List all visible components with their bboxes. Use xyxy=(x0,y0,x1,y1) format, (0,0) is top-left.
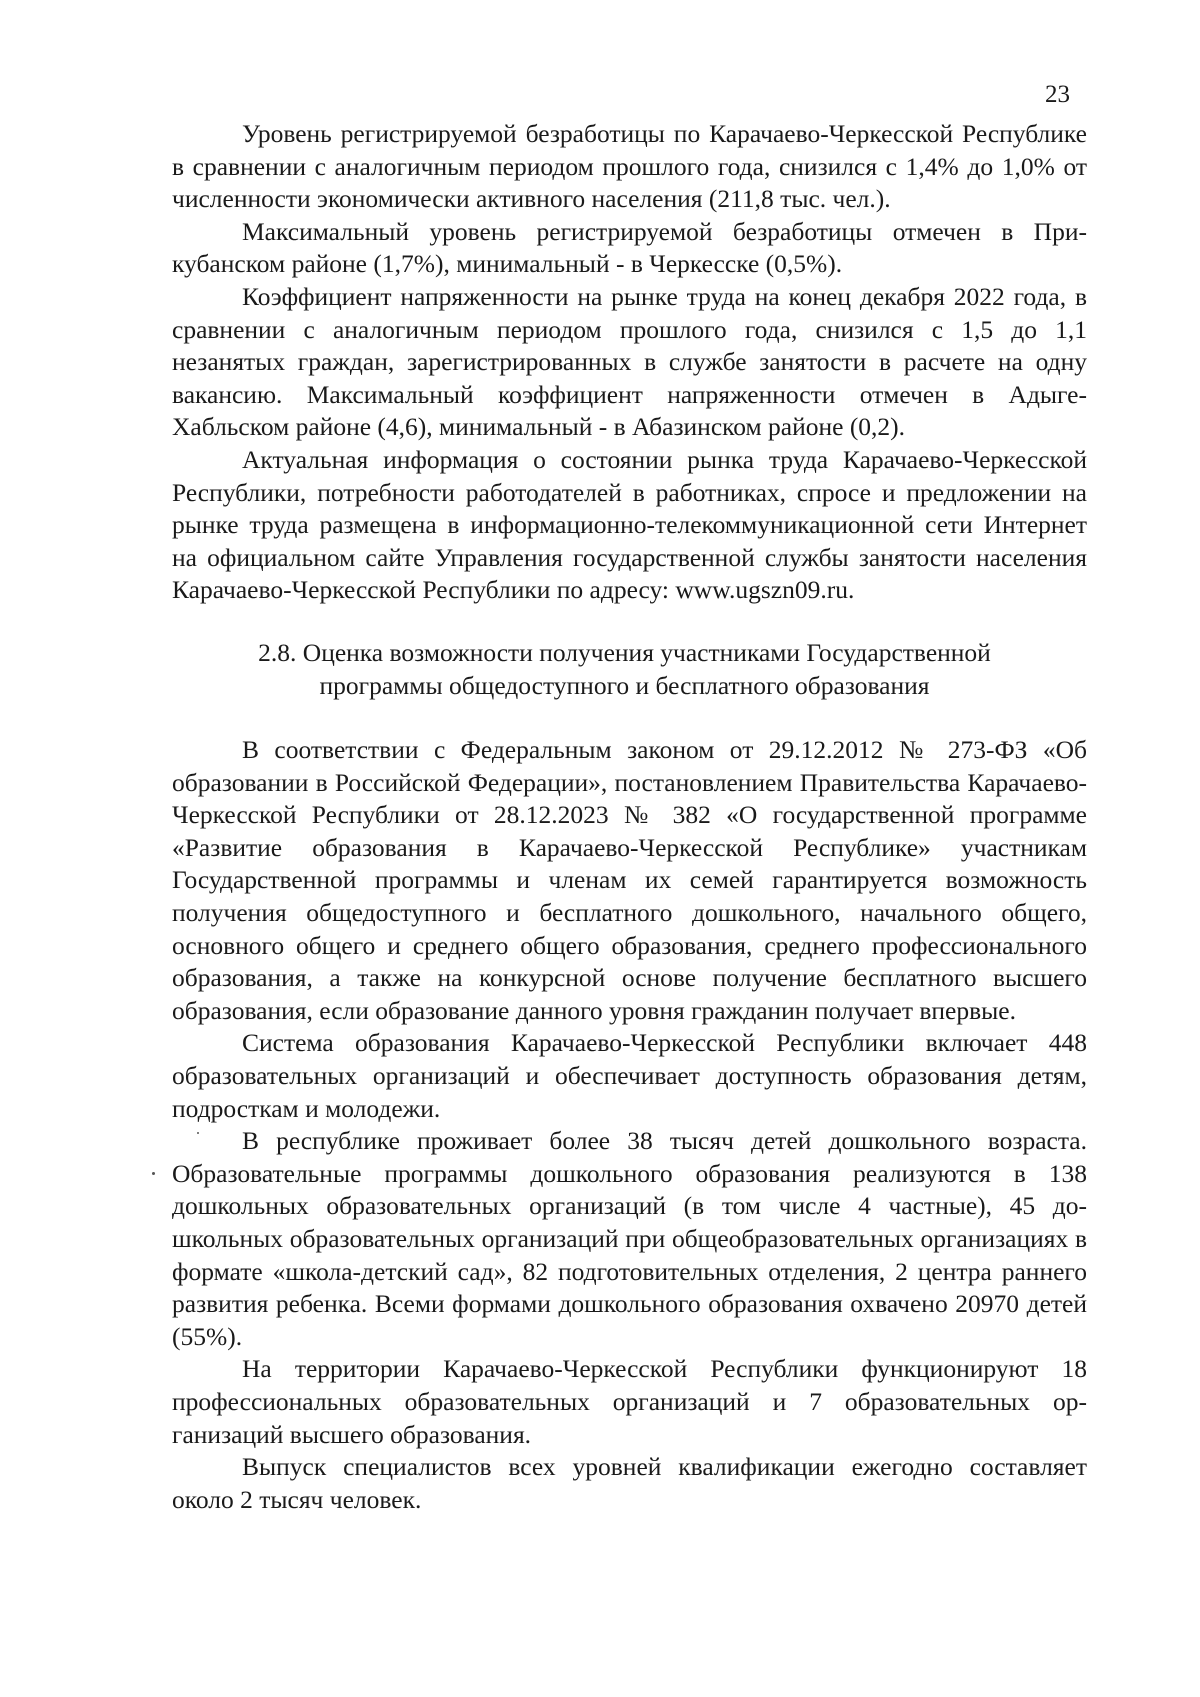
paragraph-max-unemployment: Максимальный уровень регистрируемой безработицы отмечен в Прикубанском районе (1,7%), минимальный - в Черкесске (0,5%). xyxy=(172,216,1087,279)
paragraph-education-law: В соответствии с Федеральным законом от 29.12.2012 № 273-ФЗ «Об образовании в Российской Федерации», постановлением Правительства Карачаево-Черкесской Республики от 28.12.2023 № 382 «О государственной программе «Развитие образования в Карачаево-Черкесской Республике» участникам Государственной программы и членам их семей гарантируется возможность получения общедоступного и бесплатного дошкольного, начального общего, основного общего и среднего общего образования, среднего профессионального образования, а также на конкурсной основе получение бесплатного высшего образования, если образование данного уровня гражданин получает впервые. xyxy=(172,735,1087,1025)
scan-speck xyxy=(152,1172,155,1175)
document-body xyxy=(172,118,1087,1516)
paragraph-tension-coefficient: Коэффициент напряженности на рынке труда на конец декабря 2022 года, в сравнении с аналогичным периодом прошлого года, снизился с 1,5 до 1,1 незанятых граждан, зарегистрированных в службе занятости в расчете на одну вакансию. Максимальный коэффициент напряженности отмечен в Адыге-Хабльском районе (4,6), минимальный - в Абазинском районе (0,2). xyxy=(172,281,1087,442)
paragraph-labor-market-info: Актуальная информация о состоянии рынка труда Карачаево-Черкесской Республики, потребности работодателей в работниках, спросе и предложении на рынке труда размещена в информационно-телекоммуникационной сети Интернет на официальном сайте Управления государственной службы занятости населения Карачаево-Черкесской Республики по адресу: www.ugszn09.ru. xyxy=(172,444,1087,605)
paragraph-preschool: В республике проживает более 38 тысяч детей дошкольного возраста. Образовательные программы дошкольного образования реализуются в 138 дошкольных образовательных организаций (в том числе 4 частные), 45 дошкольных образовательных организаций при общеобразовательных организациях в формате «школа-детский сад», 82 подготовительных отделения, 2 центра раннего развития ребенка. Всеми формами дошкольного образования охвачено 20970 детей (55%). xyxy=(172,1126,1087,1351)
paragraph-education-system: Система образования Карачаево-Черкесской Республики включает 448 образовательных организаций и обеспечивает доступность образования детям, подросткам и молодежи. xyxy=(172,1028,1087,1123)
scan-speck xyxy=(197,1132,199,1134)
section-heading-line-2: программы общедоступного и бесплатного образования xyxy=(319,670,930,700)
paragraph-professional-organizations: На территории Карачаево-Черкесской Республики функционируют 18 профессиональных образовательных организаций и 7 образовательных организаций высшего образования. xyxy=(172,1354,1087,1449)
paragraph-unemployment-level: Уровень регистрируемой безработицы по Карачаево-Черкесской Республике в сравнении с аналогичным периодом прошлого года, снизился с 1,4% до 1,0% от численности экономически активного населения (211,8 тыс. чел.). xyxy=(172,119,1087,214)
section-heading-line-1: 2.8. Оценка возможности получения участниками Государственной xyxy=(258,637,991,667)
page-number: 23 xyxy=(1045,81,1070,108)
paragraph-graduates: Выпуск специалистов всех уровней квалификации ежегодно составляет около 2 тысяч человек. xyxy=(172,1452,1087,1514)
section-heading xyxy=(172,637,1087,702)
